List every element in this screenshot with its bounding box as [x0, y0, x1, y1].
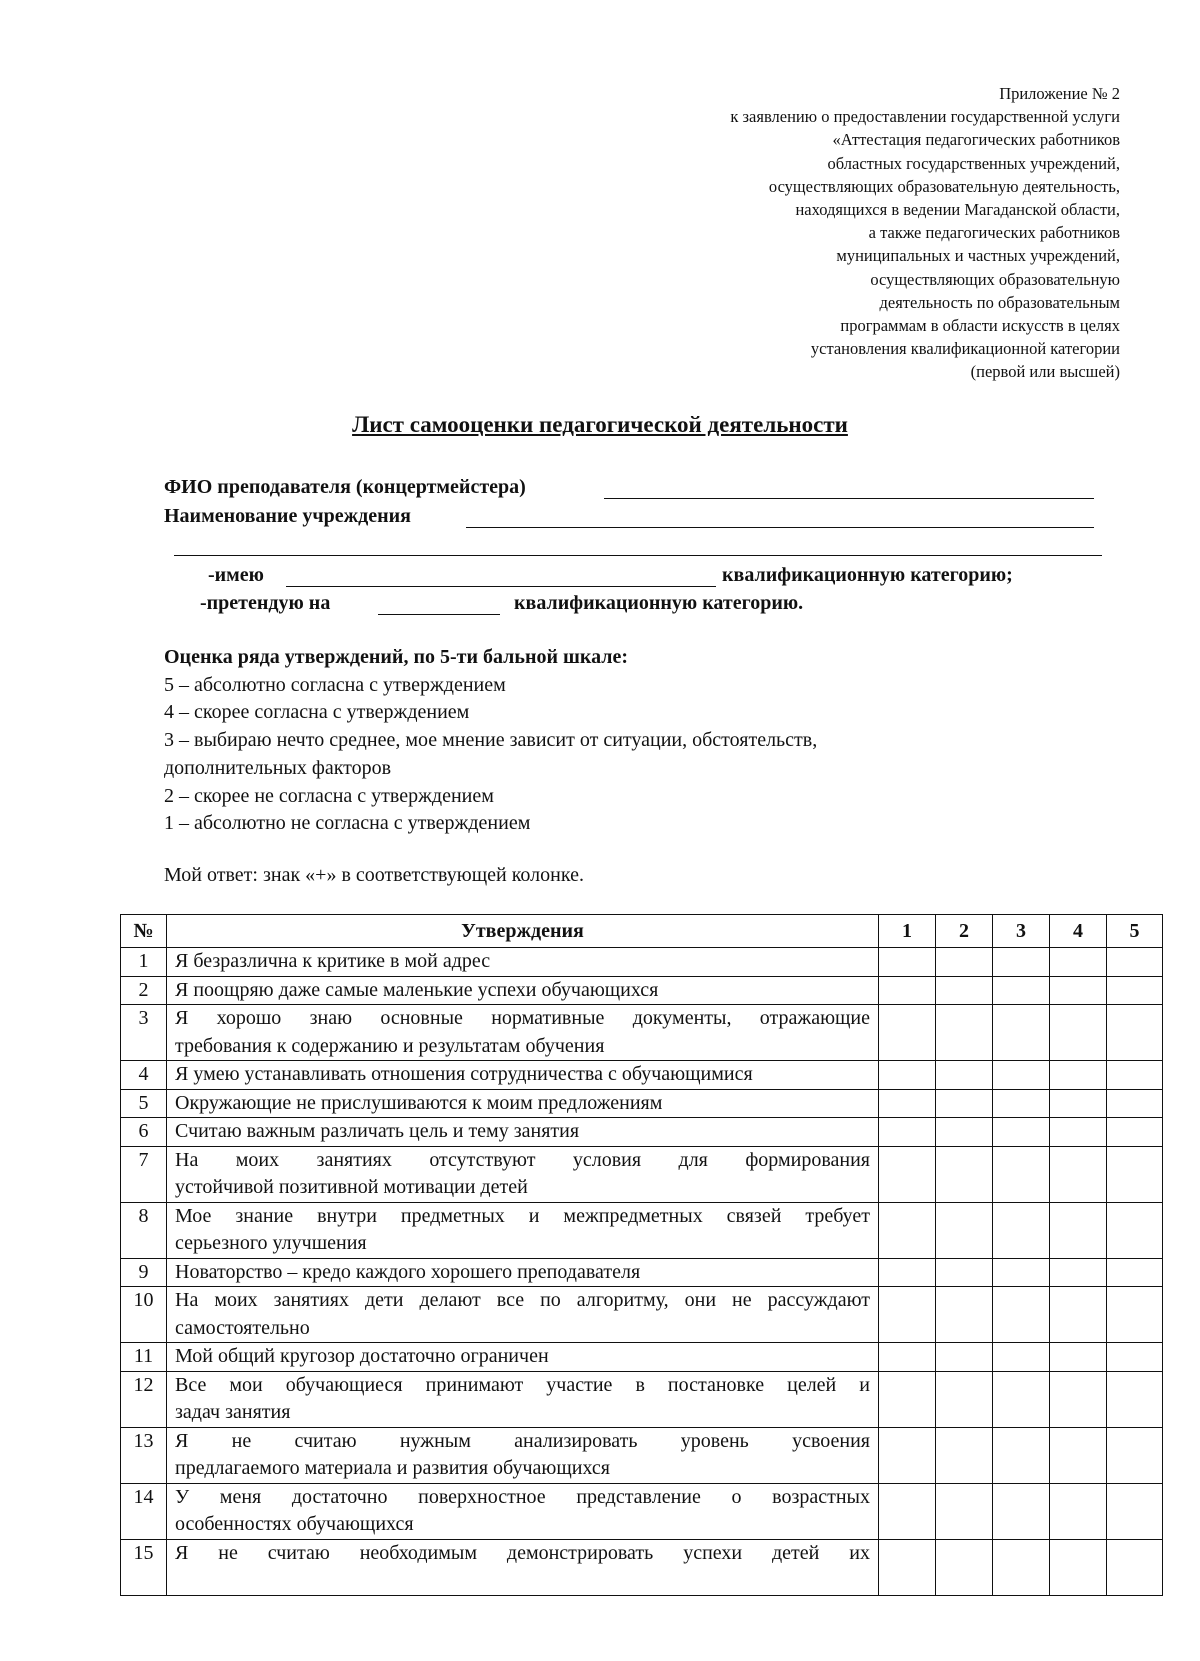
- statement-line: На моих занятиях дети делают все по алгоритму, они не рассуждают: [175, 1289, 870, 1311]
- score-cell-4[interactable]: [1050, 1061, 1107, 1090]
- statement-line: Считаю важным различать цель и тему занятия: [175, 1120, 580, 1142]
- score-cell-1[interactable]: [879, 1005, 936, 1061]
- row-number: 7: [121, 1146, 167, 1202]
- score-cell-4[interactable]: [1050, 1483, 1107, 1539]
- claimed-category-blank[interactable]: [378, 614, 500, 615]
- scale-item: 4 – скорее согласна с утверждением: [164, 701, 470, 724]
- table-row: [121, 1539, 1163, 1595]
- statement-text: [167, 1118, 879, 1147]
- statement-line: предлагаемого материала и развития обучающихся: [175, 1457, 610, 1479]
- scale-item: дополнительных факторов: [164, 756, 392, 779]
- score-cell-2[interactable]: [936, 1343, 993, 1372]
- appendix-line: деятельность по образовательным: [879, 292, 1120, 312]
- statement-text: [167, 1483, 879, 1539]
- score-cell-5[interactable]: [1107, 1202, 1163, 1258]
- appendix-line: областных государственных учреждений,: [827, 153, 1120, 173]
- row-number: 11: [121, 1343, 167, 1372]
- scale-item: 3 – выбираю нечто среднее, мое мнение зависит от ситуации, обстоятельств,: [164, 729, 818, 752]
- score-cell-1[interactable]: [879, 1258, 936, 1287]
- header-score-2: 2: [936, 915, 993, 948]
- score-cell-1[interactable]: [879, 948, 936, 977]
- table-row: [121, 1202, 1163, 1258]
- score-cell-5[interactable]: [1107, 1427, 1163, 1483]
- score-cell-4[interactable]: [1050, 1005, 1107, 1061]
- teacher-name-label: ФИО преподавателя (концертмейстера): [164, 476, 526, 498]
- score-cell-4[interactable]: [1050, 1089, 1107, 1118]
- score-cell-4[interactable]: [1050, 1343, 1107, 1372]
- score-cell-5[interactable]: [1107, 1005, 1163, 1061]
- document-title: Лист самооценки педагогической деятельности: [352, 412, 848, 437]
- score-cell-4[interactable]: [1050, 1371, 1107, 1427]
- scale-heading: Оценка ряда утверждений, по 5-ти бальной шкале:: [164, 646, 629, 668]
- score-cell-5[interactable]: [1107, 1146, 1163, 1202]
- appendix-line: Приложение № 2: [999, 84, 1120, 103]
- score-cell-1[interactable]: [879, 1061, 936, 1090]
- statement-text: [167, 1146, 879, 1202]
- header-statements: Утверждения: [167, 915, 879, 948]
- score-cell-3[interactable]: [993, 1118, 1050, 1147]
- score-cell-5[interactable]: [1107, 1118, 1163, 1147]
- statement-text: [167, 1089, 879, 1118]
- score-cell-2[interactable]: [936, 1539, 993, 1595]
- score-cell-2[interactable]: [936, 976, 993, 1005]
- answer-instruction: Мой ответ: знак «+» в соответствующей колонке.: [164, 864, 584, 886]
- statement-line: Я поощряю даже самые маленькие успехи обучающихся: [175, 978, 659, 1001]
- scale-item: 2 – скорее не согласна с утверждением: [164, 784, 494, 807]
- appendix-line: к заявлению о предоставлении государственной услуги: [730, 107, 1120, 127]
- score-cell-3[interactable]: [993, 1202, 1050, 1258]
- score-cell-1[interactable]: [879, 1371, 936, 1427]
- row-number: 15: [121, 1539, 167, 1595]
- score-cell-3[interactable]: [993, 1258, 1050, 1287]
- score-cell-3[interactable]: [993, 1146, 1050, 1202]
- score-cell-3[interactable]: [993, 1061, 1050, 1090]
- row-number: 9: [121, 1258, 167, 1287]
- table-row: [121, 1258, 1163, 1287]
- score-cell-2[interactable]: [936, 948, 993, 977]
- score-cell-1[interactable]: [879, 1118, 936, 1147]
- row-number: 13: [121, 1427, 167, 1483]
- appendix-line: программам в области искусств в целях: [840, 316, 1120, 336]
- statement-line: устойчивой позитивной мотивации детей: [175, 1176, 528, 1198]
- score-cell-3[interactable]: [993, 1427, 1050, 1483]
- header-score-4: 4: [1050, 915, 1107, 948]
- header-score-5: 5: [1107, 915, 1163, 948]
- score-cell-4[interactable]: [1050, 1427, 1107, 1483]
- score-cell-3[interactable]: [993, 1343, 1050, 1372]
- score-cell-3[interactable]: [993, 1539, 1050, 1595]
- header-score-1: 1: [879, 915, 936, 948]
- table-row: [121, 1005, 1163, 1061]
- score-cell-1[interactable]: [879, 1146, 936, 1202]
- score-cell-4[interactable]: [1050, 1146, 1107, 1202]
- statement-text: [167, 1202, 879, 1258]
- score-cell-2[interactable]: [936, 1061, 993, 1090]
- scale-item: 1 – абсолютно не согласна с утверждением: [164, 812, 531, 835]
- table-row: [121, 1287, 1163, 1343]
- statement-text: [167, 1287, 879, 1343]
- score-cell-2[interactable]: [936, 1427, 993, 1483]
- claim-category-suffix: квалификационную категорию.: [514, 592, 804, 614]
- score-cell-5[interactable]: [1107, 1258, 1163, 1287]
- table-row: [121, 1146, 1163, 1202]
- statement-line: самостоятельно: [175, 1316, 310, 1339]
- table-row: [121, 976, 1163, 1005]
- score-cell-3[interactable]: [993, 1005, 1050, 1061]
- statement-line: Мое знание внутри предметных и межпредметных связей требует: [175, 1204, 870, 1227]
- score-cell-1[interactable]: [879, 1343, 936, 1372]
- score-cell-2[interactable]: [936, 1483, 993, 1539]
- score-cell-5[interactable]: [1107, 1371, 1163, 1427]
- row-number: 3: [121, 1005, 167, 1061]
- score-cell-1[interactable]: [879, 976, 936, 1005]
- teacher-name-blank[interactable]: [604, 498, 1094, 499]
- statement-text: [167, 948, 879, 977]
- score-cell-2[interactable]: [936, 1202, 993, 1258]
- statement-text: [167, 1371, 879, 1427]
- score-cell-1[interactable]: [879, 1202, 936, 1258]
- table-row: [121, 1118, 1163, 1147]
- row-number: 14: [121, 1483, 167, 1539]
- statement-text: [167, 1343, 879, 1372]
- header-number: №: [121, 915, 167, 948]
- score-cell-1[interactable]: [879, 1427, 936, 1483]
- statement-text: [167, 1258, 879, 1287]
- score-cell-2[interactable]: [936, 1089, 993, 1118]
- statement-line: Я умею устанавливать отношения сотрудничества с обучающимися: [175, 1063, 753, 1085]
- score-cell-5[interactable]: [1107, 948, 1163, 977]
- score-cell-3[interactable]: [993, 1371, 1050, 1427]
- appendix-line: муниципальных и частных учреждений,: [836, 246, 1120, 266]
- score-cell-5[interactable]: [1107, 1089, 1163, 1118]
- score-cell-5[interactable]: [1107, 976, 1163, 1005]
- score-cell-4[interactable]: [1050, 1539, 1107, 1595]
- score-cell-3[interactable]: [993, 1287, 1050, 1343]
- appendix-line: осуществляющих образовательную: [870, 269, 1120, 289]
- score-cell-2[interactable]: [936, 1005, 993, 1061]
- appendix-line: (первой или высшей): [970, 362, 1120, 382]
- table-row: [121, 948, 1163, 977]
- table-row: [121, 1089, 1163, 1118]
- statement-line: задач занятия: [175, 1401, 291, 1423]
- score-cell-2[interactable]: [936, 1118, 993, 1147]
- score-cell-5[interactable]: [1107, 1287, 1163, 1343]
- statement-line: Новаторство – кредо каждого хорошего преподавателя: [175, 1260, 641, 1283]
- table-row: [121, 1483, 1163, 1539]
- statement-line: серьезного улучшения: [175, 1232, 367, 1254]
- score-cell-5[interactable]: [1107, 1061, 1163, 1090]
- claim-category-label: -претендую на: [200, 592, 331, 614]
- table-row: [121, 1427, 1163, 1483]
- score-cell-5[interactable]: [1107, 1343, 1163, 1372]
- table-row: [121, 1061, 1163, 1090]
- statement-line: требования к содержанию и результатам обучения: [175, 1034, 605, 1057]
- score-cell-5[interactable]: [1107, 1483, 1163, 1539]
- score-cell-3[interactable]: [993, 1483, 1050, 1539]
- row-number: 4: [121, 1061, 167, 1090]
- header-score-3: 3: [993, 915, 1050, 948]
- current-category-blank[interactable]: [286, 586, 716, 587]
- score-cell-2[interactable]: [936, 1287, 993, 1343]
- row-number: 8: [121, 1202, 167, 1258]
- statement-line: Я не считаю нужным анализировать уровень усвоения: [175, 1429, 870, 1452]
- score-cell-4[interactable]: [1050, 948, 1107, 977]
- rating-scale: [164, 644, 817, 838]
- appendix-line: осуществляющих образовательную деятельность,: [768, 176, 1120, 196]
- statements-table: [120, 914, 1163, 1596]
- statement-text: [167, 1061, 879, 1090]
- score-cell-2[interactable]: [936, 1258, 993, 1287]
- have-category-suffix: квалификационную категорию;: [722, 564, 1013, 586]
- score-cell-1[interactable]: [879, 1483, 936, 1539]
- statement-line: Окружающие не прислушиваются к моим предложениям: [175, 1091, 663, 1114]
- row-number: 10: [121, 1287, 167, 1343]
- score-cell-3[interactable]: [993, 1089, 1050, 1118]
- row-number: 6: [121, 1118, 167, 1147]
- score-cell-4[interactable]: [1050, 1258, 1107, 1287]
- statement-text: [167, 1539, 879, 1595]
- score-cell-2[interactable]: [936, 1146, 993, 1202]
- score-cell-4[interactable]: [1050, 976, 1107, 1005]
- score-cell-3[interactable]: [993, 976, 1050, 1005]
- table-row: [121, 1371, 1163, 1427]
- institution-blank[interactable]: [466, 527, 1094, 528]
- statement-line: Я безразлична к критике в мой адрес: [175, 950, 491, 972]
- statement-line: Я не считаю необходимым демонстрировать успехи детей их: [175, 1541, 870, 1564]
- appendix-line: находящихся в ведении Магаданской области,: [795, 200, 1120, 220]
- statement-text: [167, 1427, 879, 1483]
- statement-text: [167, 1005, 879, 1061]
- score-cell-5[interactable]: [1107, 1539, 1163, 1595]
- statement-line: У меня достаточно поверхностное представление о возрастных: [175, 1485, 870, 1508]
- appendix-line: «Аттестация педагогических работников: [832, 130, 1120, 150]
- appendix-line: а также педагогических работников: [868, 223, 1120, 243]
- row-number: 12: [121, 1371, 167, 1427]
- statement-line: Я хорошо знаю основные нормативные документы, отражающие: [175, 1007, 870, 1029]
- score-cell-3[interactable]: [993, 948, 1050, 977]
- row-number: 5: [121, 1089, 167, 1118]
- statement-line: Все мои обучающиеся принимают участие в постановке целей и: [175, 1373, 870, 1396]
- row-number: 2: [121, 976, 167, 1005]
- score-cell-4[interactable]: [1050, 1118, 1107, 1147]
- appendix-header: [560, 82, 1120, 384]
- score-cell-1[interactable]: [879, 1287, 936, 1343]
- scale-item: 5 – абсолютно согласна с утверждением: [164, 673, 506, 696]
- statement-line: Мой общий кругозор достаточно ограничен: [175, 1345, 549, 1367]
- statement-line: особенностях обучающихся: [175, 1513, 414, 1535]
- appendix-line: установления квалификационной категории: [810, 339, 1120, 359]
- score-cell-2[interactable]: [936, 1371, 993, 1427]
- score-cell-1[interactable]: [879, 1539, 936, 1595]
- row-number: 1: [121, 948, 167, 977]
- have-category-label: -имею: [208, 564, 264, 586]
- score-cell-4[interactable]: [1050, 1287, 1107, 1343]
- score-cell-1[interactable]: [879, 1089, 936, 1118]
- institution-blank-continued[interactable]: [174, 555, 1102, 556]
- statement-line: На моих занятиях отсутствуют условия для формирования: [175, 1148, 870, 1171]
- institution-label: Наименование учреждения: [164, 505, 411, 527]
- score-cell-4[interactable]: [1050, 1202, 1107, 1258]
- table-header-row: [121, 915, 1163, 948]
- table-row: [121, 1343, 1163, 1372]
- statement-text: [167, 976, 879, 1005]
